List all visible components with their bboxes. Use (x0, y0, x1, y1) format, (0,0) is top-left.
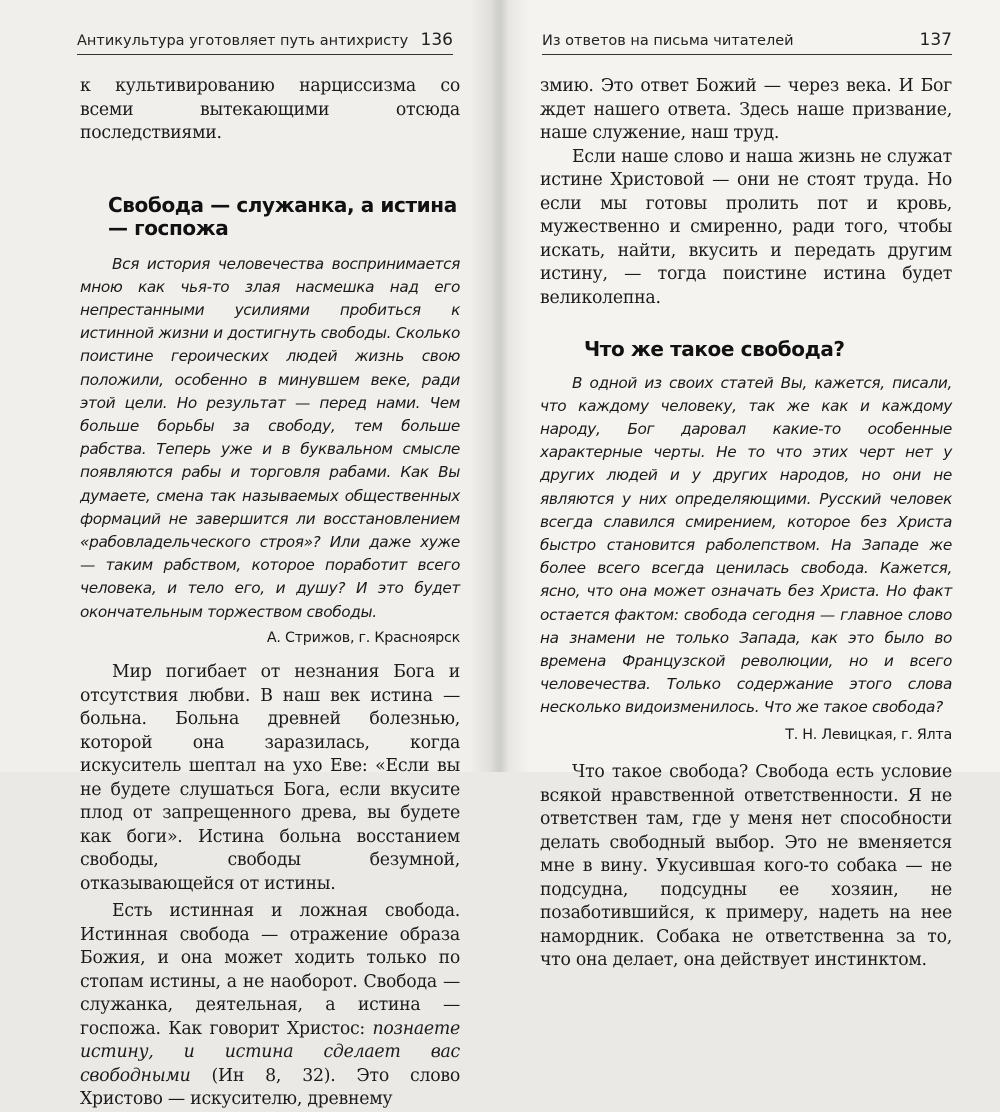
right-page-number: 137 (919, 30, 952, 50)
right-header-rule (542, 54, 952, 55)
left-paragraph-1: Мир погибает от незнания Бога и отсутствия любви. В наш век истина — больна. Больна древней болезнью, которой она заразилась, когда искуситель шептал на ухо Еве: «Если вы не будете слушаться Бога, если вкусите плод от запрещенного древа, вы будете как боги». Истина больна восстанием свободы, свободы безумной, отказывающейся от истины. (80, 662, 460, 894)
right-paragraph-3: Что такое свобода? Свобода есть условие всякой нравственной ответственности. Я не ответствен там, где у меня нет способности делать свободный выбор. Это не вменяется мне в вину. Укусившая кого-то собака — не подсудна, подсудны ее хозяин, не позаботившийся, к примеру, надеть на нее намордник. Собака не ответственна за то, что она делает, она действует инстинктом. (540, 762, 952, 971)
left-page-number: 136 (420, 30, 453, 50)
right-section-heading: Что же такое свобода? (584, 337, 845, 361)
right-paragraph-2: Если наше слово и наша жизнь не служат истине Христовой — они не стоят труда. Но если мы готовы пролить пот и кровь, мужественно и смиренно, ради того, чтобы искать, найти, вкусить и передать другим истину, — тогда поистине истина будет великолепна. (540, 146, 952, 308)
left-section-heading: Свобода — служанка, а истина — госпожа (108, 192, 457, 240)
letter-signature-left: А. Стрижов, г. Красноярск (266, 629, 460, 646)
left-paragraph-2-end: (Ин 8, 32). Это слово Христово — искусителю, древнему (80, 1065, 460, 1110)
reader-letter-right: В одной из своих статей Вы, кажется, писали, что каждому человеку, так же как и каждому народу, Бог даровал какие-то особенные характерные черты. Не то что этих черт нет у других людей и у других народов, но они не являются у них определяющими. Русский человек всегда славился смирением, которое без Христа быстро становится раболепством. На Западе же более всего всегда ценилась свобода. Кажется, ясно, что она может означать без Христа. Но факт остается фактом: свобода сегодня — главное слово на знамени не только Запада, как это было во времена Французской революции, но и всего человечества. Только содержание этого слова несколько видоизменилось. Что же такое свобода? (540, 373, 952, 717)
left-header-rule (77, 54, 453, 55)
left-running-header (77, 30, 453, 50)
left-running-head-title: Антикультура уготовляет путь антихристу (77, 33, 409, 49)
left-page (0, 0, 497, 1110)
left-opening-paragraph: к культивированию нарциссизма со всеми вытекающими отсюда последствиями. (80, 76, 460, 143)
scripture-quote: познаете истину, и истина сделает вас свободными (80, 1018, 460, 1086)
left-paragraph-2 (80, 900, 460, 1112)
right-running-head-title: Из ответов на письма читателей (542, 33, 794, 49)
right-page (497, 0, 1000, 971)
left-page-body (80, 75, 460, 1112)
left-paragraph-2-start: Есть истинная и ложная свобода. Истинная свобода — отражение образа Божия, и она может ходить только по стопам истины, а не наоборот. Свобода — служанка, деятельная, а истина — госпожа. Как говорит Христос: (80, 901, 460, 1039)
right-page-body (540, 75, 952, 973)
right-running-header (542, 30, 952, 50)
letter-signature-right: Т. Н. Левицкая, г. Ялта (785, 726, 952, 743)
right-paragraph-1: змию. Это ответ Божий — через века. И Бог ждет нашего ответа. Здесь наше призвание, наше служение, наш труд. (540, 76, 952, 143)
reader-letter-left: Вся история человечества воспринимается мною как чья-то злая насмешка над его непрестанными усилиями пробиться к истинной жизни и достигнуть свободы. Сколько поистине героических людей жизнь свою положили, особенно в минувшем веке, ради этой цели. Но результат — перед нами. Чем больше борьбы за свободу, тем больше рабства. Теперь уже и в буквальном смысле появляются рабы и торговля рабами. Как Вы думаете, смена так называемых общественных формаций не завершится ли восстановлением «рабовладельческого строя»? Или даже хуже — таким рабством, которое поработит всего человека, и тело его, и душу? И это будет окончательным торжеством свободы. (80, 254, 460, 621)
